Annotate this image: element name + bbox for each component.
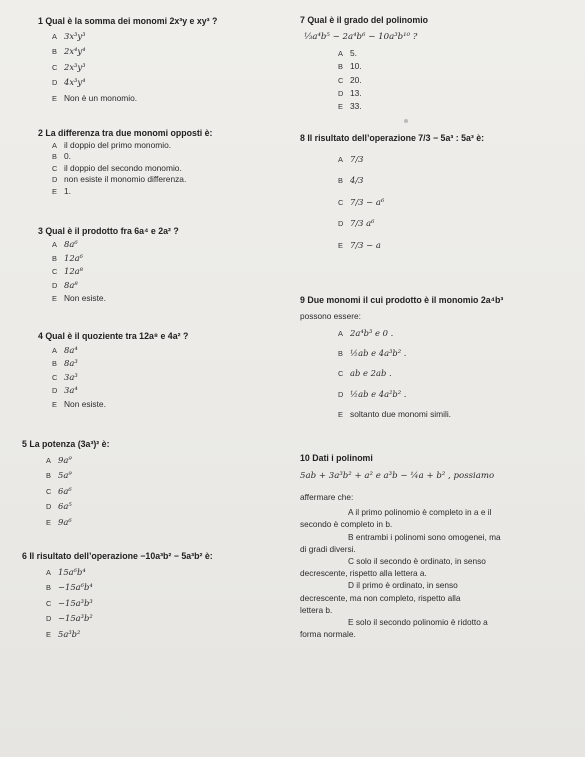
q10-line-5: C solo il secondo è ordinato, in senso [348, 556, 486, 567]
q3-option-a: A 8a⁶ [52, 239, 78, 250]
q10-line-11: forma normale. [300, 629, 356, 640]
q8-option-a: A 7/3 [338, 153, 364, 164]
q2-option-e: E 1. [52, 185, 71, 196]
q1-option-d: D 4x³y⁴ [52, 77, 86, 88]
q4-option-b: B 8a³ [52, 358, 78, 369]
q4-option-d: D 3a⁴ [52, 385, 78, 396]
q3-option-b: B 12a⁶ [52, 252, 84, 263]
question-3-title: 3 Qual è il prodotto fra 6a⁴ e 2a² ? [38, 226, 179, 236]
question-4 [38, 330, 188, 412]
question-5 [22, 437, 110, 531]
q10-line-6: decrescente, rispetto alla lettera a. [300, 568, 427, 579]
q5-option-c: C 6a⁶ [46, 485, 72, 496]
q8-option-e: E 7/3 − a [338, 239, 381, 250]
question-1-title: 1 Qual è la somma dei monomi 2x³y e xy³ ? [38, 16, 218, 26]
q3-option-d: D 8a⁸ [52, 279, 78, 290]
q3-option-e: E Non esiste. [52, 293, 106, 304]
q10-line-8: decrescente, ma non completo, rispetto alla [300, 592, 461, 603]
q10-line-1: A il primo polinomio è completo in a e il [348, 507, 492, 518]
q1-option-c: C 2x³y³ [52, 61, 86, 72]
q10-line-10: E solo il secondo polinomio è ridotto a [348, 617, 488, 628]
question-2-title: 2 La differenza tra due monomi opposti è: [38, 128, 213, 138]
question-9 [300, 292, 503, 423]
question-10-title: 10 Dati i polinomi [300, 453, 373, 463]
question-9-title: 9 Due monomi il cui prodotto è il monomio 2a⁴b³ [300, 295, 504, 305]
q9-option-d: D ½ab e 4a²b² . [338, 388, 407, 399]
question-10 [300, 452, 501, 640]
question-2 [38, 128, 213, 198]
q8-option-c: C 7/3 − a⁶ [338, 196, 385, 207]
q7-option-a: A 5. [338, 48, 357, 59]
q7-option-c: C 20. [338, 74, 362, 85]
q8-option-b: B 4/3 [338, 175, 364, 186]
q8-option-d: D 7/3 a⁶ [338, 218, 375, 229]
q7-option-d: D 13. [338, 87, 362, 98]
q6-option-a: A 15a⁶b⁴ [46, 566, 86, 577]
q6-option-c: C −15a³b³ [46, 597, 93, 608]
question-8 [300, 128, 484, 257]
question-7-expression: ⅓a⁴b⁵ − 2a⁴b⁶ − 10a³b¹⁰ ? [304, 32, 418, 43]
q7-option-e: E 33. [338, 101, 362, 112]
q1-option-e: E Non è un monomio. [52, 92, 138, 103]
q10-line-3: B entrambi i polinomi sono omogenei, ma [348, 531, 501, 542]
q4-option-c: C 3a³ [52, 371, 78, 382]
question-10-expression: 5ab + 3a³b² + a² e a³b − ¼a + b² , possiamo [300, 471, 495, 482]
q5-option-d: D 6a⁵ [46, 501, 72, 512]
q2-option-b: B 0. [52, 151, 71, 162]
q6-option-b: B −15a⁶b⁴ [46, 582, 93, 593]
q5-option-a: A 9a⁹ [46, 454, 72, 465]
question-8-title: 8 Il risultato dell’operazione 7/3 − 5a³ : 5a³ è: [300, 133, 485, 143]
q5-option-b: B 5a⁹ [46, 470, 72, 481]
q9-option-b: B ½ab e 4a³b² . [338, 348, 407, 359]
question-10-lead: affermare che: [300, 492, 354, 503]
q9-option-c: C ab e 2ab . [338, 368, 392, 379]
q2-option-d: D non esiste il monomio differenza. [52, 174, 187, 185]
q9-option-a: A 2a⁴b³ e 0 . [338, 327, 394, 338]
q4-option-e: E Non esiste. [52, 398, 106, 409]
q6-option-d: D −15a³b² [46, 613, 93, 624]
q5-option-e: E 9a⁶ [46, 516, 72, 527]
q10-line-4: di gradi diversi. [300, 543, 356, 554]
q2-option-a: A il doppio del primo monomio. [52, 139, 172, 150]
question-6-title: 6 Il risultato dell’operazione −10a³b² − 5a³b² è: [22, 551, 213, 561]
q10-line-2: secondo è completo in b. [300, 519, 393, 530]
question-4-title: 4 Qual è il quoziente tra 12a⁸ e 4a² ? [38, 331, 189, 341]
question-9-subtitle: possono essere: [300, 311, 361, 322]
paper-smudge [404, 119, 408, 123]
question-3 [38, 225, 179, 305]
question-7-title: 7 Qual è il grado del polinomio [300, 15, 429, 25]
q10-line-9: lettera b. [300, 604, 333, 615]
q1-option-a: A 3x³y³ [52, 30, 86, 41]
q1-option-b: B 2x⁴y⁴ [52, 46, 86, 57]
q10-line-7: D il primo è ordinato, in senso [348, 580, 458, 591]
q4-option-a: A 8a⁴ [52, 344, 78, 355]
q9-option-e: E soltanto due monomi simili. [338, 408, 452, 419]
question-5-title: 5 La potenza (3a³)² è: [22, 439, 110, 449]
question-1 [38, 14, 217, 107]
q6-option-e: E 5a³b² [46, 628, 81, 639]
q7-option-b: B 10. [338, 61, 362, 72]
question-7 [300, 14, 428, 113]
q2-option-c: C il doppio del secondo monomio. [52, 162, 182, 173]
question-6 [22, 549, 213, 643]
q3-option-c: C 12a⁸ [52, 266, 84, 277]
